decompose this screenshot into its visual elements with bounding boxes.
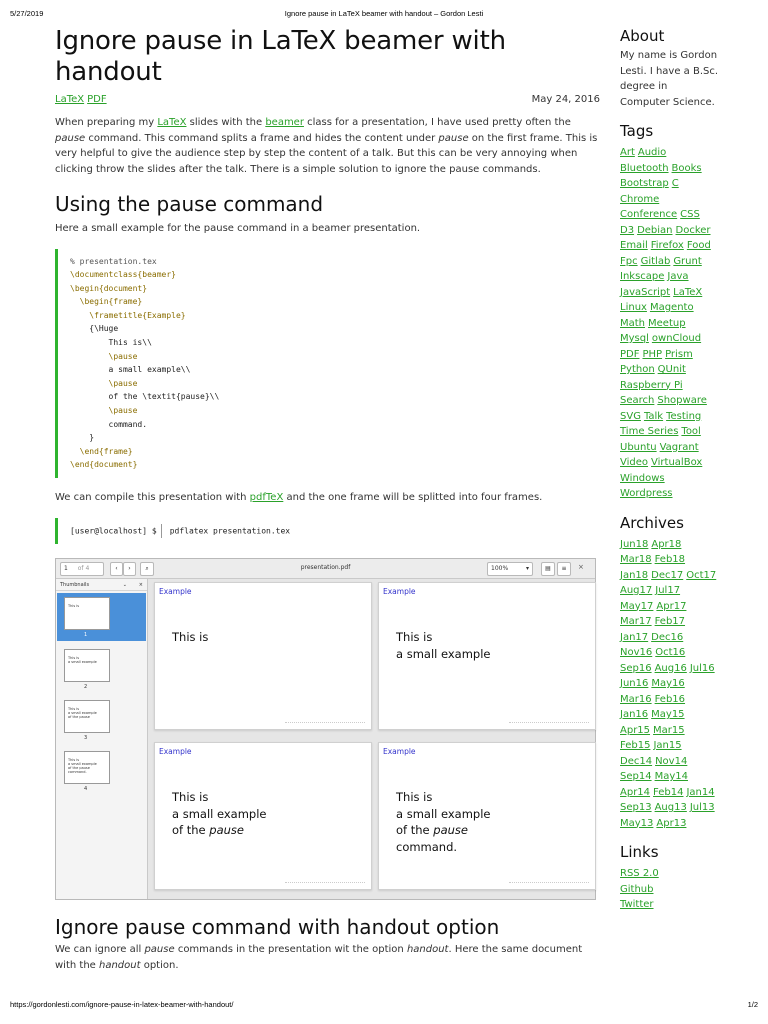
- tag-link[interactable]: Email: [620, 240, 648, 251]
- thumbnail-page-2[interactable]: [64, 649, 110, 682]
- section2-emphasis: pause: [144, 944, 175, 955]
- tag-link[interactable]: Firefox: [650, 240, 684, 251]
- post-meta: [55, 94, 600, 112]
- tag-row: [620, 347, 750, 363]
- section1-lead: Here a small example for the pause command in a beamer presentation.: [55, 223, 421, 234]
- intro-text: When preparing my: [55, 117, 158, 128]
- tag-link[interactable]: Raspberry Pi: [620, 379, 683, 391]
- archive-row: [620, 614, 750, 630]
- slide-emphasis: pause: [209, 823, 244, 837]
- archive-row: [620, 645, 750, 661]
- archive-link[interactable]: Oct16: [655, 647, 686, 658]
- intro-text: command. This command splits a frame and hides the content under: [85, 132, 439, 144]
- intro-text: class for a presentation, I have used pretty often the: [303, 117, 571, 128]
- archive-link[interactable]: May16: [651, 678, 685, 689]
- page-current: 1: [64, 565, 68, 572]
- tag-link[interactable]: JavaScript: [620, 286, 671, 298]
- tag-link[interactable]: Java: [667, 271, 689, 282]
- archive-link[interactable]: Jan18: [620, 569, 649, 581]
- slide-body: [396, 789, 491, 855]
- shell-command: pdflatex presentation.tex: [169, 526, 291, 535]
- slide-body: [172, 629, 208, 646]
- archive-row: [620, 599, 750, 615]
- chevron-left-icon: ‹: [115, 565, 118, 572]
- archive-link[interactable]: Sep14: [620, 771, 652, 782]
- print-header: [10, 9, 758, 21]
- tag-link[interactable]: Books: [671, 162, 702, 174]
- tag-link[interactable]: Mysql: [620, 333, 649, 344]
- tag-link[interactable]: Prism: [665, 348, 693, 360]
- slide-line: a small example: [172, 806, 267, 821]
- archive-link[interactable]: Oct17: [686, 569, 717, 581]
- thumbnail-number: 2: [84, 684, 88, 690]
- zoom-select[interactable]: [487, 562, 533, 576]
- thumbnail-page-1[interactable]: [64, 597, 110, 630]
- print-footer: [10, 1000, 758, 1012]
- tag-link[interactable]: Ubuntu: [620, 441, 657, 453]
- tag-link[interactable]: Time Series: [620, 426, 679, 437]
- chevron-down-icon: ▾: [525, 565, 529, 572]
- viewer-toolbar: [56, 559, 595, 579]
- archives-heading: Archives: [620, 513, 684, 532]
- tag-link[interactable]: Food: [686, 240, 711, 251]
- archive-row: [620, 785, 750, 801]
- tag-link[interactable]: Tool: [681, 426, 701, 437]
- archive-link[interactable]: Sep16: [620, 662, 652, 674]
- tag-link[interactable]: Conference: [620, 209, 678, 220]
- code-line: \frametitle{Example}: [70, 310, 186, 320]
- sidebar-link[interactable]: Twitter: [620, 899, 654, 910]
- archive-row: [620, 754, 750, 770]
- tag-row: [620, 393, 750, 409]
- archive-link[interactable]: Aug13: [654, 802, 687, 813]
- tag-link[interactable]: Debian: [637, 224, 673, 236]
- tag-link[interactable]: QUnit: [657, 364, 686, 375]
- code-line: \pause: [70, 406, 138, 416]
- shell-prompt: [user@localhost] $: [70, 526, 157, 535]
- chevron-down-icon[interactable]: ⌄: [122, 582, 127, 588]
- tag-row: [620, 378, 750, 394]
- annotate-button[interactable]: [541, 562, 555, 576]
- slide-line: This is: [396, 630, 433, 644]
- shell-separator: [161, 524, 162, 538]
- archive-link[interactable]: Apr14: [620, 786, 651, 798]
- tag-row: [620, 223, 750, 239]
- slide-line: a small example: [396, 646, 491, 661]
- code-line: }: [70, 433, 95, 443]
- pdftex-link[interactable]: pdfTeX: [249, 492, 284, 503]
- tag-row: [620, 254, 750, 270]
- intro-text: on the first frame. This is very helpful to give the audience step by step the content of a talk. But this can be very annoying when clicking throw the slides after the talk. There is a simple solution to ignore the pause commands.: [55, 132, 598, 175]
- slide-nav-symbols: [509, 722, 589, 725]
- tag-link[interactable]: D3: [620, 224, 635, 236]
- tag-row: [620, 145, 750, 161]
- archive-row: [620, 800, 750, 816]
- slide-line: This is: [396, 790, 433, 804]
- tag-row: [620, 238, 750, 254]
- pages-area: [148, 579, 595, 899]
- archive-link[interactable]: Feb17: [654, 616, 686, 627]
- section-heading-using-pause: Using the pause command: [55, 192, 324, 216]
- tag-link[interactable]: Inkscape: [620, 271, 665, 282]
- tag-row: [620, 471, 750, 487]
- zoom-value: 100%: [491, 565, 509, 572]
- tag-link[interactable]: Linux: [620, 302, 647, 313]
- tag-row: [620, 285, 750, 301]
- archive-link[interactable]: Apr18: [651, 538, 682, 550]
- archive-link[interactable]: Feb14: [653, 786, 684, 798]
- slide-title: Example: [159, 587, 192, 596]
- hamburger-icon: ≡: [561, 565, 567, 572]
- tag-link[interactable]: Chrome: [620, 193, 660, 205]
- tag-link[interactable]: Talk: [643, 410, 664, 422]
- tag-row: [620, 192, 750, 208]
- pdf-viewer-screenshot: [55, 558, 596, 900]
- code-line: \pause: [70, 378, 138, 388]
- tag-row: [620, 486, 750, 502]
- compile-paragraph: [55, 490, 600, 506]
- slide-body: [396, 629, 491, 662]
- intro-paragraph: [55, 115, 600, 177]
- archive-row: [620, 537, 750, 553]
- code-line: \begin{frame}: [70, 297, 143, 307]
- intro-emphasis: pause: [438, 132, 469, 144]
- links-heading: Links: [620, 843, 659, 861]
- archive-row: [620, 769, 750, 785]
- archive-link[interactable]: May14: [654, 771, 688, 782]
- archive-link[interactable]: Apr13: [656, 817, 687, 829]
- thumbnail-sidebar: [56, 579, 148, 899]
- section2-paragraph: [55, 942, 600, 973]
- tag-row: [620, 362, 750, 378]
- main-content: [55, 26, 600, 973]
- tag-row: [620, 207, 750, 223]
- archive-row: [620, 707, 750, 723]
- link-row: [620, 866, 750, 882]
- archive-row: [620, 738, 750, 754]
- archive-link[interactable]: Dec14: [620, 755, 653, 767]
- tag-link[interactable]: Fpc: [620, 255, 638, 267]
- tag-link[interactable]: Vagrant: [659, 441, 699, 453]
- tag-row: [620, 440, 750, 456]
- archive-link[interactable]: Sep13: [620, 802, 652, 813]
- archive-link[interactable]: Mar15: [653, 724, 685, 736]
- archive-row: [620, 661, 750, 677]
- print-title: Ignore pause in LaTeX beamer with handout – Gordon Lesti: [284, 9, 484, 18]
- thumbnail-text: This is a small example: [68, 656, 97, 664]
- section2-text: We can ignore all: [55, 944, 145, 955]
- archive-link[interactable]: Jan16: [620, 709, 649, 720]
- tag-link[interactable]: Docker: [675, 224, 711, 236]
- archive-link[interactable]: May15: [651, 709, 685, 720]
- tag-link[interactable]: PHP: [642, 348, 663, 360]
- shell-command-block: [55, 518, 600, 545]
- archive-row: [620, 552, 750, 568]
- tag-row: [620, 424, 750, 440]
- search-icon: ⌕: [145, 565, 149, 572]
- tag-link[interactable]: LaTeX: [673, 286, 703, 298]
- slide-nav-symbols: [285, 882, 365, 885]
- section2-text: option.: [140, 959, 179, 971]
- archive-link[interactable]: Jun16: [620, 678, 649, 689]
- thumbnail-text: This is: [68, 604, 80, 608]
- tag-link[interactable]: Testing: [666, 410, 702, 422]
- about-heading: About: [620, 27, 665, 45]
- slide-line: of the: [172, 823, 210, 837]
- tag-link[interactable]: ownCloud: [651, 333, 702, 344]
- code-line: \begin{document}: [70, 283, 148, 293]
- thumbnail-number: 1: [84, 632, 88, 638]
- tag-link[interactable]: Magento: [649, 302, 694, 313]
- tag-row: [620, 455, 750, 471]
- tag-row: [620, 176, 750, 192]
- archive-row: [620, 816, 750, 832]
- slide-line: This is: [172, 630, 209, 644]
- section-heading-handout: Ignore pause command with handout option: [55, 915, 500, 939]
- archive-link[interactable]: Feb15: [620, 740, 651, 751]
- archive-link[interactable]: Aug16: [654, 662, 687, 674]
- archive-link[interactable]: Dec16: [651, 631, 684, 643]
- slide-title: Example: [383, 587, 416, 596]
- post-date: May 24, 2016: [531, 94, 600, 105]
- thumbnail-number: 4: [84, 786, 88, 792]
- close-icon[interactable]: ×: [138, 582, 143, 588]
- archive-link[interactable]: Jan17: [620, 631, 649, 643]
- close-window-icon[interactable]: ×: [578, 563, 584, 571]
- section2-text: . Here the same document with the: [55, 944, 583, 971]
- slide-line: command.: [396, 839, 458, 854]
- compile-text: and the one frame will be splitted into four frames.: [283, 492, 543, 503]
- tag-link[interactable]: Video: [620, 457, 649, 468]
- tag-link[interactable]: Math: [620, 317, 646, 329]
- post-tags: [55, 94, 110, 105]
- tags-heading: Tags: [620, 122, 654, 140]
- tag-row: [620, 161, 750, 177]
- archive-link[interactable]: Mar16: [620, 693, 652, 705]
- tag-link[interactable]: Wordpress: [620, 488, 673, 499]
- section2-emphasis: handout: [406, 944, 449, 955]
- code-line: \end{frame}: [70, 446, 133, 456]
- archive-link[interactable]: Nov14: [655, 755, 688, 767]
- intro-emphasis: pause: [55, 132, 86, 144]
- archive-link[interactable]: Dec17: [651, 569, 684, 581]
- code-line: \documentclass{beamer}: [70, 270, 176, 280]
- print-date: 5/27/2019: [10, 9, 44, 18]
- latex-link[interactable]: LaTeX: [157, 117, 187, 128]
- post-title-line2: handout: [55, 57, 162, 87]
- code-block-presentation: [55, 249, 600, 479]
- print-page-number: 1/2: [747, 1000, 758, 1009]
- archive-link[interactable]: Mar18: [620, 554, 652, 565]
- sidebar-link[interactable]: Github: [620, 883, 654, 895]
- chevron-right-icon: ›: [128, 565, 131, 572]
- archive-link[interactable]: Jun18: [620, 538, 649, 550]
- archive-row: [620, 692, 750, 708]
- code-line: \end{document}: [70, 460, 138, 470]
- tag-link[interactable]: VirtualBox: [651, 457, 703, 468]
- thumbnail-text: This is a small example of the pause command.: [68, 758, 97, 774]
- tag-list: [620, 145, 750, 502]
- tag-row: [620, 300, 750, 316]
- intro-text: slides with the: [186, 117, 266, 128]
- section2-emphasis: handout: [98, 959, 141, 971]
- code-line: of the \textit{pause}\\: [70, 392, 220, 402]
- right-sidebar: [620, 26, 750, 913]
- tag-link[interactable]: C: [671, 178, 679, 189]
- tag-link[interactable]: Grunt: [673, 255, 702, 267]
- archive-link[interactable]: Feb16: [654, 693, 686, 705]
- link-list: [620, 866, 750, 913]
- code-line: a small example\\: [70, 365, 191, 375]
- code-line: % presentation.tex: [70, 256, 157, 266]
- post-title-line1: Ignore pause in LaTeX beamer with: [55, 26, 506, 56]
- tag-link[interactable]: CSS: [680, 209, 700, 220]
- tag-link[interactable]: Meetup: [648, 317, 686, 329]
- tag-link[interactable]: Gitlab: [640, 255, 671, 267]
- about-text: My name is Gordon Lesti. I have a B.Sc. degree in Computer Science.: [620, 50, 719, 108]
- archive-row: [620, 723, 750, 739]
- archive-link[interactable]: May13: [620, 817, 654, 829]
- archive-link[interactable]: Aug17: [620, 585, 653, 596]
- slide-nav-symbols: [509, 882, 589, 885]
- menu-button[interactable]: [557, 562, 571, 576]
- section2-text: commands in the presentation wit the option: [174, 944, 407, 955]
- archive-link[interactable]: Jul16: [689, 662, 715, 674]
- thumbnail-header: [56, 579, 147, 591]
- code-line: command.: [70, 419, 148, 429]
- archive-link[interactable]: Feb18: [654, 554, 686, 565]
- slide-line: of the: [396, 823, 434, 837]
- archive-row: [620, 568, 750, 584]
- post-tag-link[interactable]: PDF: [87, 94, 107, 105]
- archive-link[interactable]: May17: [620, 600, 654, 612]
- slide-title: Example: [159, 747, 192, 756]
- archive-link[interactable]: Nov16: [620, 647, 653, 658]
- thumbnails-label: Thumbnails: [60, 582, 90, 588]
- code-line: This is\\: [70, 338, 152, 348]
- document-icon: ▤: [545, 565, 551, 572]
- tag-row: [620, 409, 750, 425]
- archive-link[interactable]: Jul17: [655, 585, 681, 596]
- archive-row: [620, 630, 750, 646]
- tag-link[interactable]: Audio: [637, 147, 667, 158]
- link-row: [620, 882, 750, 898]
- archive-row: [620, 583, 750, 599]
- tag-link[interactable]: PDF: [620, 348, 640, 360]
- tag-link[interactable]: Bluetooth: [620, 162, 669, 174]
- tag-row: [620, 331, 750, 347]
- thumbnail-page-3[interactable]: [64, 700, 110, 733]
- tag-link[interactable]: Shopware: [657, 395, 707, 406]
- print-url: https://gordonlesti.com/ignore-pause-in-latex-beamer-with-handout/: [10, 1000, 234, 1009]
- archive-link[interactable]: Mar17: [620, 616, 652, 627]
- sidebar-link[interactable]: RSS 2.0: [620, 868, 659, 879]
- slide-line: This is: [172, 790, 209, 804]
- tag-link[interactable]: Python: [620, 364, 655, 375]
- code-line: {\Huge: [70, 324, 119, 334]
- archive-row: [620, 676, 750, 692]
- slide-body: [172, 789, 267, 839]
- slide-page-2: [378, 582, 596, 730]
- archive-link[interactable]: Jan14: [686, 786, 715, 798]
- tag-link[interactable]: Art: [620, 147, 635, 158]
- archive-list: [620, 537, 750, 832]
- tag-row: [620, 269, 750, 285]
- slide-page-4: [378, 742, 596, 890]
- slide-page-3: [154, 742, 372, 890]
- post-title: [55, 26, 600, 88]
- slide-page-1: [154, 582, 372, 730]
- compile-text: We can compile this presentation with: [55, 492, 250, 503]
- viewer-filename: presentation.pdf: [300, 564, 351, 571]
- thumbnail-text: This is a small example of the pause: [68, 707, 97, 719]
- code-line: \pause: [70, 351, 138, 361]
- slide-title: Example: [383, 747, 416, 756]
- archive-link[interactable]: Jan15: [653, 740, 682, 751]
- thumbnail-page-4[interactable]: [64, 751, 110, 784]
- link-row: [620, 897, 750, 913]
- tag-link[interactable]: SVG: [620, 410, 641, 422]
- slide-line: a small example: [396, 806, 491, 821]
- archive-link[interactable]: Apr17: [656, 600, 687, 612]
- post-tag-link[interactable]: LaTeX: [55, 94, 85, 105]
- tag-row: [620, 316, 750, 332]
- page-total: of 4: [77, 565, 90, 572]
- slide-nav-symbols: [285, 722, 365, 725]
- thumbnail-number: 3: [84, 735, 88, 741]
- tag-link[interactable]: Windows: [620, 472, 665, 484]
- slide-emphasis: pause: [433, 823, 468, 837]
- tag-link[interactable]: Search: [620, 395, 655, 406]
- archive-link[interactable]: Jul13: [689, 802, 715, 813]
- tag-link[interactable]: Bootstrap: [620, 178, 669, 189]
- beamer-link[interactable]: beamer: [265, 117, 304, 128]
- archive-link[interactable]: Apr15: [620, 724, 651, 736]
